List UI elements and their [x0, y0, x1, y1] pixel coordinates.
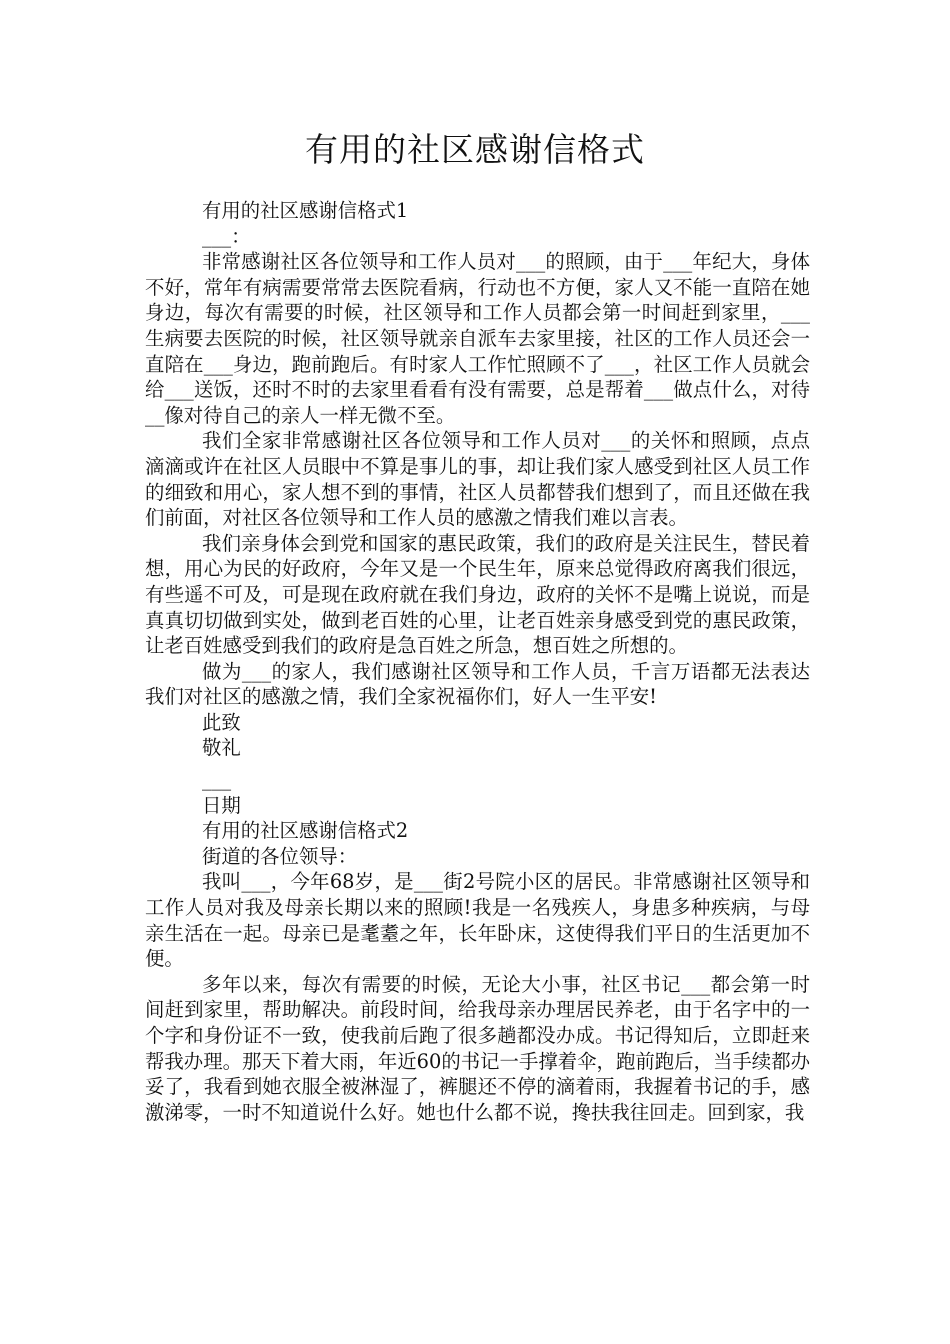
body-paragraph: 非常感谢社区各位领导和工作人员对___的照顾，由于___年纪大，身体不好，常年有病需要常常去医院看病，行动也不方便，家人又不能一直陪在她身边，每次有需要的时候，社区领导和工作人员都会第一时间赶到家里，___生病要去医院的时候，社区领导就亲自派车去家里接，社区的工作人员还会一直陪在___身边，跑前跑后。有时家人工作忙照顾不了___，社区工作人员就会给___送饭，还时不时的去家里看看有没有需要，总是帮着___做点什么，对待__像对待自己的亲人一样无微不至。: [145, 250, 810, 427]
closing-greeting: 敬礼: [202, 736, 241, 760]
section-heading-2: 有用的社区感谢信格式2: [202, 819, 409, 843]
body-paragraph: 多年以来，每次有需要的时候，无论大小事，社区书记___都会第一时间赶到家里，帮助解决。前段时间，给我母亲办理居民养老，由于名字中的一个字和身份证不一致，使我前后跑了很多趟都没办成。书记得知后，立即赶来帮我办理。那天下着大雨，年近60的书记一手撑着伞，跑前跑后，当手续都办妥了，我看到她衣服全被淋湿了，裤腿还不停的滴着雨，我握着书记的手，感激涕零，一时不知道说什么好。她也什么都不说，搀扶我往回走。回到家，我: [145, 972, 810, 1124]
document-title: 有用的社区感谢信格式: [305, 130, 645, 169]
salutation-blank: ___：: [202, 224, 251, 248]
date-line: 日期: [202, 793, 241, 817]
signature-blank: ___: [202, 768, 232, 792]
body-paragraph: 我们全家非常感谢社区各位领导和工作人员对___的关怀和照顾，点点滴滴或许在社区人员眼中不算是事儿的事，却让我们家人感受到社区人员工作的细致和用心，家人想不到的事情，社区人员都替我们想到了，而且还做在我们前面，对社区各位领导和工作人员的感激之情我们难以言表。: [145, 429, 810, 530]
body-paragraph: 我叫___，今年68岁，是___街2号院小区的居民。非常感谢社区领导和工作人员对我及母亲长期以来的照顾!我是一名残疾人，身患多种疾病，与母亲生活在一起。母亲已是耄耋之年，长年卧床，这使得我们平日的生活更加不便。: [145, 870, 810, 971]
body-paragraph: 做为___的家人，我们感谢社区领导和工作人员，千言万语都无法表达我们对社区的感激之情，我们全家祝福你们，好人一生平安!: [145, 659, 810, 709]
document-body: [145, 198, 810, 1125]
closing-line: 此致: [202, 710, 241, 734]
salutation: 街道的各位领导：: [202, 844, 358, 868]
body-paragraph: 我们亲身体会到党和国家的惠民政策，我们的政府是关注民生，替民着想，用心为民的好政府，今年又是一个民生年，原来总觉得政府离我们很远，有些遥不可及，可是现在政府就在我们身边，政府的关怀不是嘴上说说，而是真真切切做到实处，做到老百姓的心里，让老百姓亲身感受到党的惠民政策，让老百姓感受到我们的政府是急百姓之所急，想百姓之所想的。: [145, 531, 810, 658]
section-heading-1: 有用的社区感谢信格式1: [202, 199, 409, 222]
